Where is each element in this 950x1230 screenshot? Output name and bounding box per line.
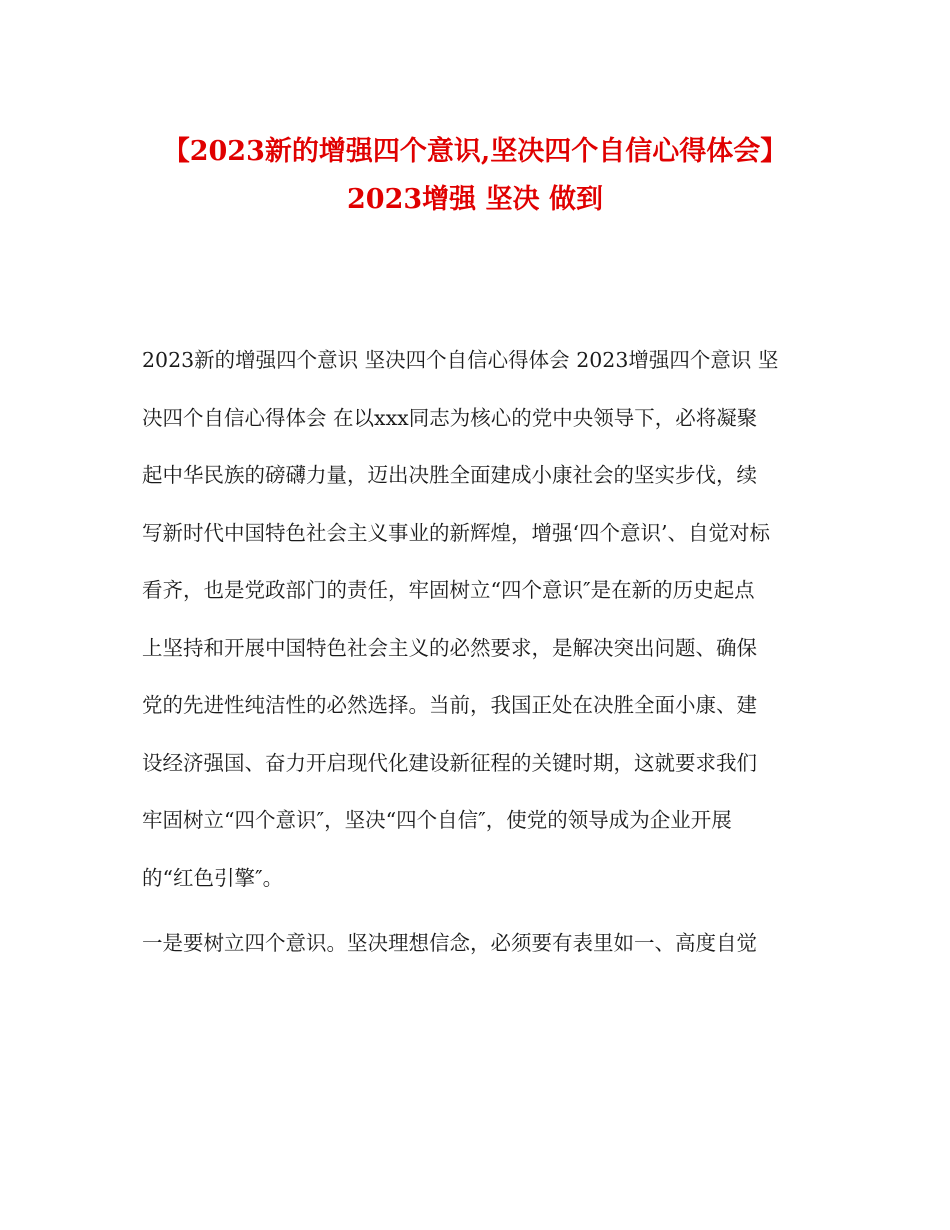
text-line: 写新时代中国特色社会主义事业的新辉煌，增强‘四个意识’、自觉对标 [142, 520, 771, 545]
text-line: 一是要树立四个意识。坚决理想信念，必须要有表里如一、高度自觉 [142, 931, 757, 955]
text-line: 设经济强国、奋力开启现代化建设新征程的关键时期，这就要求我们 [142, 750, 757, 775]
text-line: 党的先进性纯洁性的必然选择。当前，我国正处在决胜全面小康、建 [142, 693, 757, 717]
text-line: 起中华民族的磅礴力量，迈出决胜全面建成小康社会的坚实步伐，续 [142, 463, 757, 487]
text-line: 决四个自信心得体会 在以xxx同志为核心的党中央领导下，必将凝聚 [142, 405, 758, 430]
paragraph-gap [142, 907, 812, 915]
title-line-1: 【2023新的增强四个意识,坚决四个自信心得体会】 [162, 136, 788, 167]
document-body [142, 332, 812, 973]
paragraph-1 [142, 332, 812, 907]
text-line: 看齐，也是党政部门的责任，牢固树立“四个意识″是在新的历史起点 [142, 578, 755, 602]
title-line-2: 2023增强 坚决 做到 [347, 184, 603, 215]
text-line: 牢固树立“四个意识″，坚决“四个自信″，使党的领导成为企业开展 [142, 808, 732, 832]
paragraph-2 [142, 915, 812, 973]
text-line: 上坚持和开展中国特色社会主义的必然要求，是解决突出问题、确保 [142, 635, 757, 660]
text-line: 的“红色引擎″。 [142, 865, 284, 890]
text-line: 2023新的增强四个意识 坚决四个自信心得体会 2023增强四个意识 坚 [142, 348, 779, 372]
document-title [0, 128, 950, 224]
